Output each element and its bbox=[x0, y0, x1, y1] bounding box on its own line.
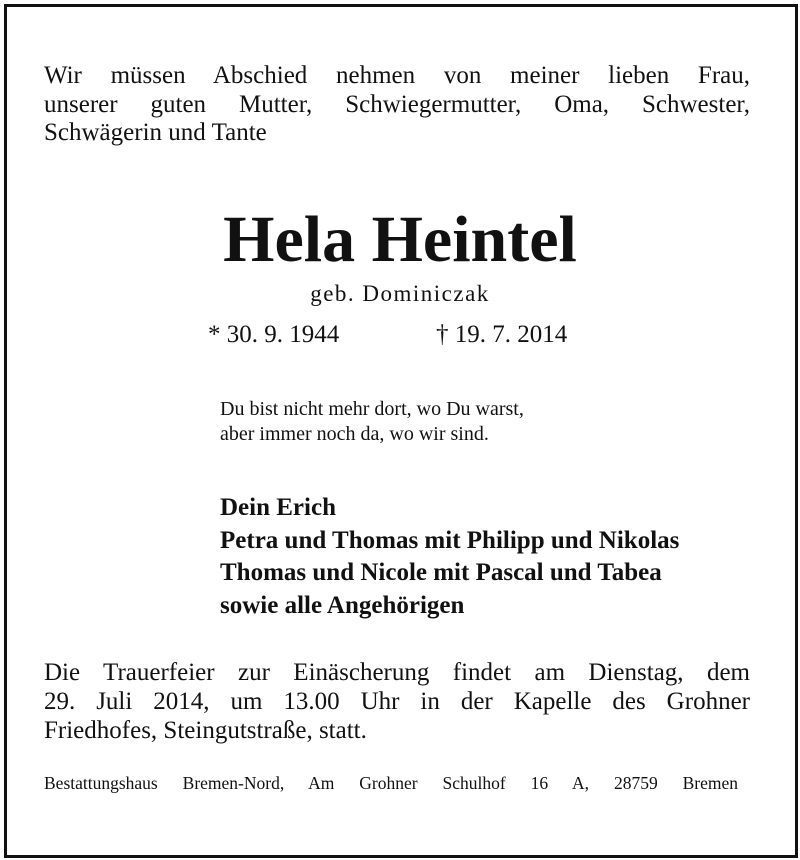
deceased-name: Hela Heintel bbox=[223, 203, 577, 276]
service-line: 29. Juli 2014, um 13.00 Uhr in der Kapelle des Grohner bbox=[44, 688, 750, 715]
intro-line: unserer guten Mutter, Schwiegermutter, Oma, Schwester, bbox=[44, 90, 750, 118]
service-line: Friedhofes, Steingutstraße, statt. bbox=[44, 717, 367, 744]
funeral-home-address: Bestattungshaus Bremen-Nord, Am Grohner Schulhof 16 A, 28759 Bremen bbox=[44, 773, 738, 793]
mourner-line: Petra und Thomas mit Philipp und Nikolas bbox=[220, 526, 680, 554]
quote-line: Du bist nicht mehr dort, wo Du warst, bbox=[220, 398, 524, 420]
intro-line: Wir müssen Abschied nehmen von meiner lieben Frau, bbox=[44, 62, 750, 89]
birth-date: * 30. 9. 1944 bbox=[208, 321, 340, 348]
quote-line: aber immer noch da, wo wir sind. bbox=[220, 423, 489, 445]
service-line: Die Trauerfeier zur Einäscherung findet am Dienstag, dem bbox=[44, 659, 750, 686]
mourner-line: sowie alle Angehörigen bbox=[220, 591, 465, 619]
mourners-list bbox=[220, 492, 679, 622]
birth-name: geb. Dominiczak bbox=[310, 281, 490, 306]
intro-paragraph bbox=[44, 62, 750, 148]
death-date: † 19. 7. 2014 bbox=[436, 321, 568, 348]
intro-line: Schwägerin und Tante bbox=[44, 119, 267, 146]
mourner-line: Thomas und Nicole mit Pascal und Tabea bbox=[220, 559, 662, 586]
funeral-service-info bbox=[44, 658, 750, 745]
memorial-quote bbox=[220, 397, 524, 447]
mourner-line: Dein Erich bbox=[220, 494, 336, 521]
